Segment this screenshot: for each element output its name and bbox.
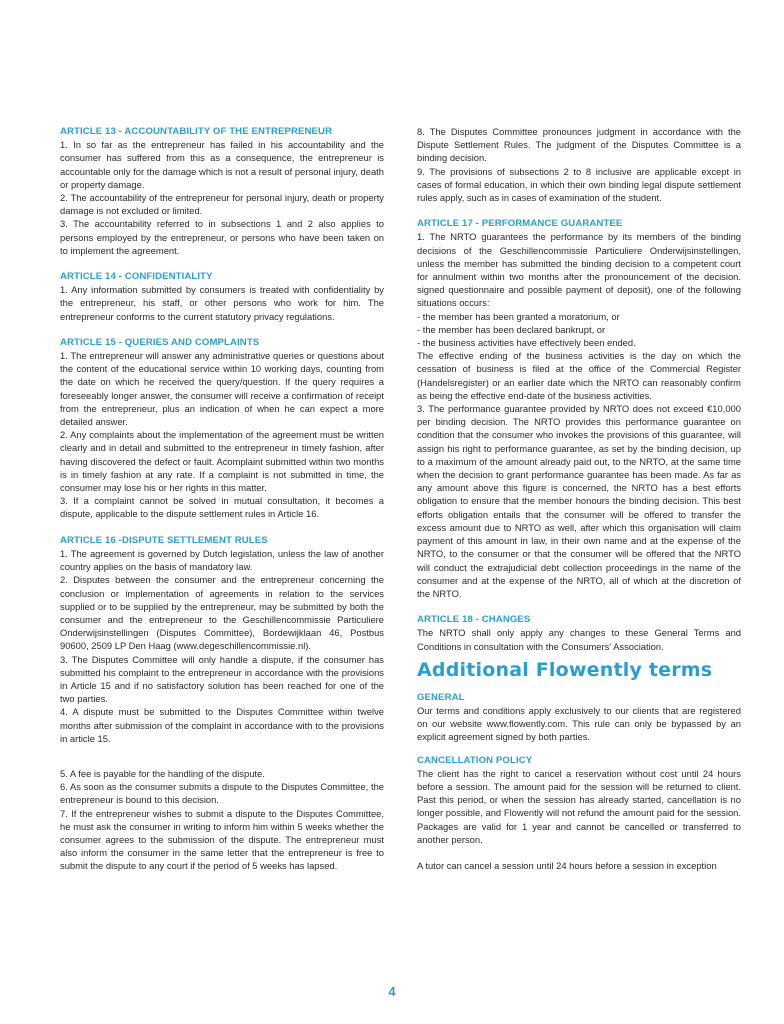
article-17-heading: ARTICLE 17 - PERFORMANCE GUARANTEE — [417, 218, 623, 230]
additional-terms-title: Additional Flowently terms — [417, 658, 713, 681]
article-16-para-4: 4. A dispute must be submitted to the Disputes Committee within twelve months after submission of the complaint in accordance with to the provisions in article 15. — [60, 706, 384, 744]
article-15-para-1: 1. The entrepreneur will answer any administrative queries or questions about the content of the educational service within 10 working days, counting from the date on which he received the query/question. If the query requires a foreseeably longer answer, the consumer will receive a confirmation of receipt from the entrepreneur, plus an indication of when he can expect a more detailed answer. — [60, 350, 384, 428]
article-16-para-9: 9. The provisions of subsections 2 to 8 inclusive are applicable except in cases of formal education, in which their own binding legal dispute settlement rules apply, such as in cases of examination of the student. — [417, 165, 741, 204]
cancellation-policy-para: The client has the right to cancel a reservation without cost until 24 hours before a session. The amount paid for the session will be returned to client. Past this period, or when the session has already started, cancellation is no longer possible, and Flowently will not refund the amount paid for the session. Packages are valid for 1 year and cannot be cancelled or transferred to another person. — [417, 767, 741, 845]
page-number: 4 — [388, 984, 396, 999]
article-17-para-3: 3. The performance guarantee provided by NRTO does not exceed €10,000 per binding decision. The NRTO provides this performance guarantee on condition that the consumer who invokes the provisions of this guarantee, will assign his right to performance guarantee, as set by the binding decision, up to a maximum of the amount already paid out, to the NRTO, at the same time when the decision to grant performance guarantee has been made. As far as any amount above this figure is concerned, the NRTO has a best efforts obligation to ensure that the member honours the binding decision. This best efforts obligation entails that the consumer will be offered to transfer the excess amount due to NRTO as well, after which this organisation will claim payment of this amount in law, in their own name and at the expense of the NRTO, to the consumer or that the consumer will be offered that the NRTO will conduct the extrajudicial debt collection proceedings in the name of the consumer and at the expense of the NRTO, all of which at the discretion of the NRTO. — [417, 403, 741, 599]
cancellation-policy-heading: CANCELLATION POLICY — [417, 754, 533, 766]
article-13-heading: ARTICLE 13 - ACCOUNTABILITY OF THE ENTREPRENEUR — [60, 126, 333, 137]
article-13-para-3: 3. The accountability referred to in subsections 1 and 2 also applies to persons employed by the entrepreneur, or persons who have been taken on to implement the agreement. — [60, 218, 384, 256]
article-15-para-2: 2. Any complaints about the implementation of the agreement must be written clearly and in detail and submitted to the entrepreneur in timely fashion, after having discovered the defect or fault. Acomplaint submitted within two months is in timely fashion at any rate. If a complaint is not submitted in time, the consumer may lose his or her rights in this matter. — [60, 429, 384, 494]
article-17-para-1: 1. The NRTO guarantees the performance by its members of the binding decisions of the Geschillencommissie Particuliere Onderwijsinstellingen, unless the member has submitted the binding decision to a competent court for annulment within two months after the pronouncement of the decision. signed questionnaire and possible payment of deposit), one of the following situations occurs: — [417, 231, 741, 309]
article-17-bullet-1: - the member has been granted a moratorium, or — [417, 310, 620, 322]
general-para: Our terms and conditions apply exclusively to our clients that are registered on our website www.flowently.com. This rule can only be bypassed by an explicit agreement signed by both parties. — [417, 704, 741, 743]
article-16-para-1: 1. The agreement is governed by Dutch legislation, unless the law of another country applies on the basis of mandatory law. — [60, 547, 384, 573]
article-14-heading: ARTICLE 14 - CONFIDENTIALITY — [60, 271, 213, 283]
article-13-para-2: 2. The accountability of the entrepreneur for personal injury, death or property damage is not excluded or limited. — [60, 192, 384, 217]
tutor-cancellation-para: A tutor can cancel a session until 24 hours before a session in exception — [417, 859, 717, 871]
article-16-para-6: 6. As soon as the consumer submits a dispute to the Disputes Committee, the entrepreneur is bound to this decision. — [60, 781, 384, 806]
article-14-para-1: 1. Any information submitted by consumers is treated with confidentiality by the entrepreneur, his staff, or other persons who work for him. The entrepreneur conforms to the current statutory privacy regulations. — [60, 284, 384, 322]
article-18-heading: ARTICLE 18 - CHANGES — [417, 614, 531, 626]
article-16-heading: ARTICLE 16 -DISPUTE SETTLEMENT RULES — [60, 534, 268, 546]
article-16-para-2: 2. Disputes between the consumer and the entrepreneur concerning the conclusion or implementation of agreements in relation to the services supplied or to be supplied by the entrepreneur, may be submitted by both the consumer and the entrepreneur to the Geschillencommissie Particuliere Onderwijsinstellingen (Disputes Committee), Bordewijklaan 46, Postbus 90600, 2509 LP Den Haag (www.degeschillencommissie.nl). — [60, 574, 384, 652]
article-16-para-8: 8. The Disputes Committee pronounces judgment in accordance with the Dispute Settlement Rules. The judgment of the Disputes Committee is a binding decision. — [417, 126, 741, 164]
article-13-para-1: 1. In so far as the entrepreneur has failed in his accountability and the consumer has suffered from this as a consequence, the entrepreneur is accountable only for the damage which is not a result of personal injury, death or property damage. — [60, 139, 384, 190]
article-15-para-3: 3. If a complaint cannot be solved in mutual consultation, it becomes a dispute, applicable to the dispute settlement rules in Article 16. — [60, 495, 384, 520]
general-heading: GENERAL — [417, 691, 465, 703]
right-column — [417, 125, 741, 872]
left-column — [60, 125, 384, 873]
article-18-para-1: The NRTO shall only apply any changes to these General Terms and Conditions in consultation with the Consumers' Association. — [417, 627, 741, 652]
article-16-para-3: 3. The Disputes Committee will only handle a dispute, if the consumer has submitted his complaint to the entrepreneur in accordance with the provisions in Article 15 and if no satisfactory solution has been reached for one of the two parties. — [60, 653, 384, 705]
article-15-heading: ARTICLE 15 - QUERIES AND COMPLAINTS — [60, 336, 260, 348]
article-16-para-5: 5. A fee is payable for the handling of the dispute. — [60, 767, 265, 779]
article-17-para-2: The effective ending of the business activities is the day on which the cessation of business is filed at the office of the Commercial Register (Handelsregister) or an earlier date which the NRTO can reasonably confirm as being the effective end-date of the business activities. — [417, 350, 741, 401]
article-16-para-7: 7. If the entrepreneur wishes to submit a dispute to the Disputes Committee, he must ask the consumer in writing to inform him within 5 weeks whether the consumer agrees to the submission of the dispute. The entrepreneur must also inform the consumer in the same letter that the entrepreneur is free to submit the dispute to any court if the period of 5 weeks has lapsed. — [60, 807, 384, 872]
article-17-bullet-2: - the member has been declared bankrupt, or — [417, 323, 606, 335]
article-17-bullet-3: - the business activities have effectively been ended. — [417, 337, 636, 349]
